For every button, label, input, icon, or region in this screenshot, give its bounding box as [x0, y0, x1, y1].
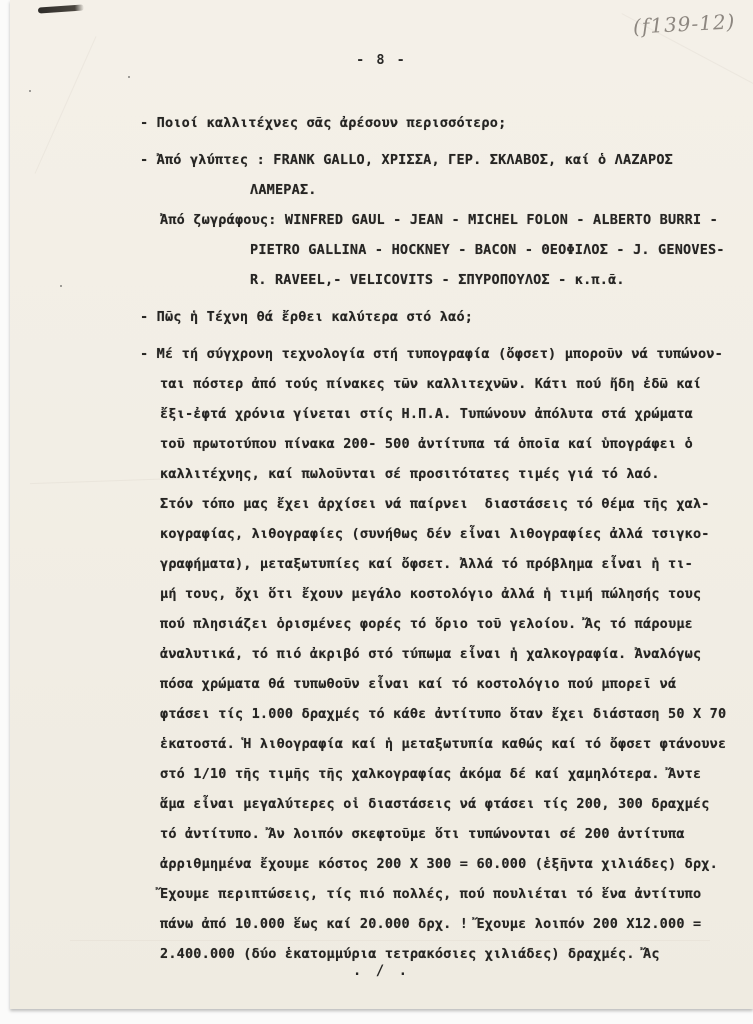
page-number: - 8 -	[356, 52, 407, 68]
handwritten-annotation: (f139-12)	[632, 9, 736, 39]
text-line: - Μέ τή σύγχρονη τεχνολογία στή τυπογραφία (ὄφσετ) μποροῦν νά τυπώνον-	[140, 346, 723, 362]
text-line: PIETRO GALLINA - HOCKNEY - BACON - ΘΕΟΦΙΛΟΣ - J. GENOVES-	[250, 242, 725, 258]
text-line: τοῦ πρωτοτύπου πίνακα 200- 500 ἀντίτυπα τά ὁποῖα καί ὑπογράφει ὁ	[160, 436, 693, 452]
text-line: φτάσει τίς 1.000 δραχμές τό κάθε ἀντίτυπο ὅταν ἔχει διάσταση 50 Χ 70	[160, 706, 727, 722]
text-line: R. RAVEEL,- VELICOVITS - ΣΠΥΡΟΠΟΥΛΟΣ - κ.π.ᾶ.	[250, 272, 625, 288]
text-line: κογραφίας, λιθογραφίες (συνήθως δέν εἶναι λιθογραφίες ἀλλά τσιγκο-	[160, 526, 710, 542]
continuation-mark: . / .	[352, 963, 411, 979]
text-line: - Πῶς ἡ Τέχνη θά ἔρθει καλύτερα στό λαό;	[140, 309, 474, 325]
text-line: ἅμα εἶναι μεγαλύτερες οἱ διαστάσεις νά φτάσει τίς 200, 300 δραχμές	[160, 796, 710, 812]
text-line: ἑκατοστά. Ἡ λιθογραφία καί ἡ μεταξωτυπία καθώς καί τό ὄφσετ φτάνουνε	[160, 736, 727, 752]
text-line: καλλιτέχνης, καί πωλοῦνται σέ προσιτότατες τιμές γιά τό λαό.	[160, 466, 660, 482]
text-line: ΛΑΜΕΡΑΣ.	[250, 182, 317, 198]
text-line: ἔξι-ἐφτά χρόνια γίνεται στίς Η.Π.Α. Τυπώνουν ἀπόλυτα στά χρώματα	[160, 406, 693, 422]
text-line: ἀρριθμημένα ἔχουμε κόστος 200 Χ 300 = 60.000 (ἑξῆντα χιλιάδες) δρχ.	[160, 856, 718, 872]
scanned-page	[10, 0, 753, 1009]
text-line: πού πλησιάζει ὁρισμένες φορές τό ὅριο τοῦ γελοίου. Ἄς τό πάρουμε	[160, 616, 693, 632]
text-line: - Ποιοί καλλιτέχνες σᾶς ἀρέσουν περισσότερο;	[140, 115, 507, 131]
text-line: πόσα χρώματα θά τυπωθοῦν εἶναι καί τό κοστολόγιο πού μπορεῖ νά	[160, 676, 677, 692]
text-line: ἀναλυτικά, τό πιό ἀκριβό στό τύπωμα εἶναι ἡ χαλκογραφία. Ἀναλόγως	[160, 646, 702, 662]
paper-speck	[128, 76, 130, 78]
text-line: Στόν τόπο μας ἔχει ἀρχίσει νά παίρνει διαστάσεις τό θέμα τῆς χαλ-	[160, 496, 710, 512]
text-line: Ἔχουμε περιπτώσεις, τίς πιό πολλές, πού πουλιέται τό ἕνα ἀντίτυπο	[160, 886, 702, 902]
text-line: 2.400.000 (δύο ἑκατομμύρια τετρακόσιες χιλιάδες) δραχμές. Ἄς	[160, 946, 660, 962]
paper-speck	[29, 90, 31, 92]
text-line: μή τους, ὄχι ὅτι ἔχουν μεγάλο κοστολόγιο ἀλλά ἡ τιμή πώλησής τους	[160, 586, 702, 602]
text-line: τό ἀντίτυπο. Ἄν λοιπόν σκεφτοῦμε ὅτι τυπώνονται σέ 200 ἀντίτυπα	[160, 826, 685, 842]
text-line: Ἀπό ζωγράφους: WINFRED GAUL - JEAN - MICHEL FOLON - ALBERTO BURRI -	[160, 212, 718, 228]
document-lines	[10, 101, 753, 969]
scan-smudge-mark	[38, 4, 84, 13]
text-line: ται πόστερ ἀπό τούς πίνακες τῶν καλλιτεχνῶν. Κάτι πού ἤδη ἐδῶ καί	[160, 376, 702, 392]
text-line: πάνω ἀπό 10.000 ἕως καί 20.000 δρχ. ! Ἔχουμε λοιπόν 200 Χ12.000 =	[160, 916, 702, 932]
text-line: - Ἀπό γλύπτες : FRANK GALLO, ΧΡΙΣΣΑ, ΓΕΡ. ΣΚΛΑΒΟΣ, καί ὁ ΛΑΖΑΡΟΣ	[140, 152, 673, 168]
text-line: γραφήματα), μεταξωτυπίες καί ὄφσετ. Ἀλλά τό πρόβλημα εἶναι ἡ τι-	[160, 556, 693, 572]
text-line: στό 1/10 τῆς τιμῆς τῆς χαλκογραφίας ἀκόμα δέ καί χαμηλότερα. Ἄντε	[160, 766, 702, 782]
